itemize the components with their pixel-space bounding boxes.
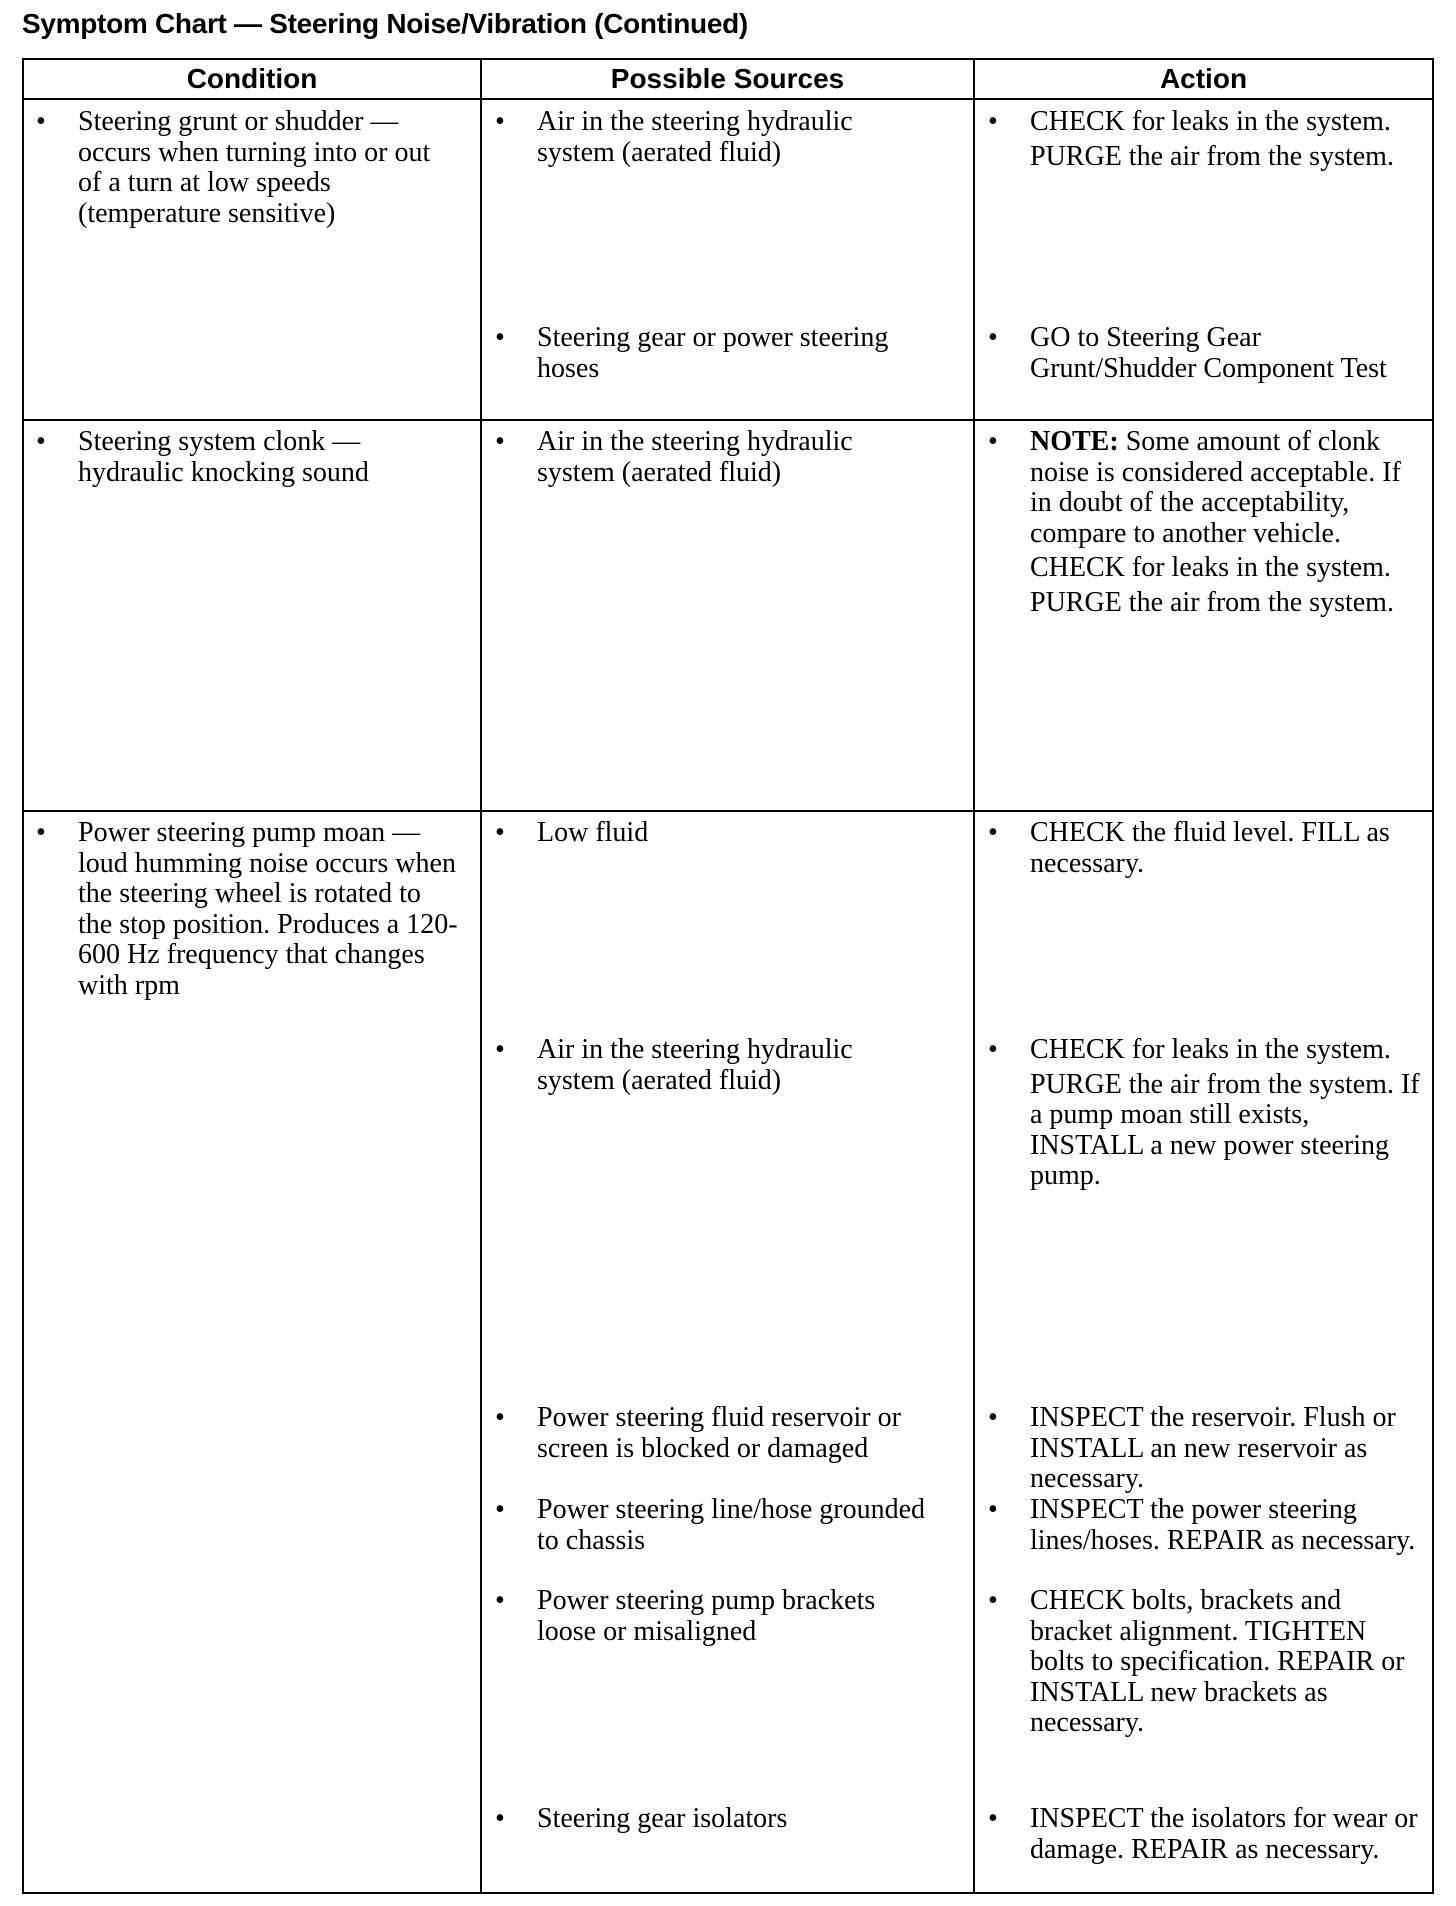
- action-text: CHECK bolts, brackets and bracket alignment. TIGHTEN bolts to specification. REPAIR or INSTALL new brackets as necessary.: [1030, 1585, 1405, 1738]
- action-cell: [988, 1034, 1425, 1192]
- action-cell: [988, 106, 1425, 172]
- note-label: NOTE:: [1030, 426, 1119, 457]
- source-text: Power steering pump brackets loose or misaligned: [537, 1585, 876, 1647]
- bullet: •: [495, 817, 505, 848]
- source-text: Air in the steering hydraulic system (aerated fluid): [537, 426, 853, 488]
- source-text: Power steering line/hose grounded to chassis: [537, 1494, 926, 1556]
- bullet: •: [495, 1585, 505, 1616]
- bullet: •: [495, 106, 505, 137]
- column-divider: [973, 58, 975, 1894]
- source-cell: [495, 817, 937, 849]
- source-cell: [495, 322, 937, 384]
- action-text: CHECK for leaks in the system.: [1030, 1034, 1391, 1065]
- source-cell: [495, 426, 937, 488]
- bullet: •: [988, 106, 998, 137]
- bullet: •: [495, 1034, 505, 1065]
- action-text: PURGE the air from the system.: [1030, 140, 1394, 172]
- condition-text: Steering system clonk — hydraulic knocking sound: [78, 426, 369, 488]
- note-text: Some amount of clonk noise is considered acceptable. If in doubt of the acceptability, compare to another vehicle.: [1030, 426, 1401, 549]
- bullet: •: [36, 106, 46, 137]
- header-divider: [22, 98, 1434, 100]
- bullet: •: [988, 1034, 998, 1065]
- source-text: Steering gear isolators: [537, 1803, 788, 1834]
- row-divider: [22, 810, 1434, 812]
- source-cell: [495, 1585, 937, 1647]
- bullet: •: [495, 426, 505, 457]
- action-text: CHECK for leaks in the system.: [1030, 552, 1391, 583]
- bullet: •: [495, 1803, 505, 1834]
- row-divider: [22, 419, 1434, 421]
- action-text: PURGE the air from the system.: [1030, 586, 1394, 618]
- bullet: •: [988, 1494, 998, 1525]
- bullet: •: [495, 1494, 505, 1525]
- header-action: Action: [1159, 63, 1248, 94]
- source-text: Steering gear or power steering hoses: [537, 322, 889, 384]
- source-text: Low fluid: [537, 817, 649, 848]
- action-text: INSPECT the power steering lines/hoses. REPAIR as necessary.: [1030, 1494, 1416, 1556]
- action-cell: [988, 1585, 1425, 1739]
- action-cell: [988, 322, 1425, 384]
- action-cell: [988, 1494, 1425, 1556]
- bullet: •: [988, 817, 998, 848]
- action-text: CHECK the fluid level. FILL as necessary.: [1030, 817, 1390, 879]
- action-text: INSPECT the isolators for wear or damage. REPAIR as necessary.: [1030, 1803, 1418, 1865]
- bullet: •: [988, 1585, 998, 1616]
- source-cell: [495, 1803, 937, 1835]
- action-cell: [988, 1803, 1425, 1865]
- source-text: Air in the steering hydraulic system (aerated fluid): [537, 1034, 853, 1096]
- bullet: •: [988, 1803, 998, 1834]
- action-cell: [988, 426, 1425, 618]
- source-cell: [495, 106, 937, 168]
- note-paragraph: [1030, 427, 1425, 549]
- column-divider: [480, 58, 482, 1894]
- page-title: Symptom Chart — Steering Noise/Vibration (Continued): [22, 8, 748, 39]
- source-cell: [495, 1494, 937, 1556]
- action-cell: [988, 817, 1425, 879]
- bullet: •: [988, 426, 998, 457]
- header-possible-sources: Possible Sources: [610, 63, 845, 94]
- source-cell: [495, 1034, 937, 1096]
- bullet: •: [988, 1402, 998, 1433]
- condition-cell: [36, 426, 458, 488]
- bullet: •: [988, 322, 998, 353]
- condition-cell: [36, 817, 458, 1001]
- header-condition: Condition: [186, 63, 318, 94]
- bullet: •: [36, 426, 46, 457]
- bullet: •: [495, 322, 505, 353]
- source-text: Air in the steering hydraulic system (aerated fluid): [537, 106, 853, 168]
- condition-cell: [36, 106, 458, 229]
- condition-text: Power steering pump moan — loud humming noise occurs when the steering wheel is rotated to the stop position. Produces a 120-600 Hz frequency that changes with rpm: [78, 817, 458, 1001]
- source-cell: [495, 1402, 937, 1464]
- condition-text: Steering grunt or shudder — occurs when turning into or out of a turn at low speeds (temperature sensitive): [78, 106, 431, 229]
- action-text: GO to Steering Gear Grunt/Shudder Component Test: [1030, 322, 1387, 384]
- action-cell: [988, 1402, 1425, 1495]
- bullet: •: [36, 817, 46, 848]
- source-text: Power steering fluid reservoir or screen is blocked or damaged: [537, 1402, 901, 1464]
- bullet: •: [495, 1402, 505, 1433]
- action-text: INSPECT the reservoir. Flush or INSTALL an new reservoir as necessary.: [1030, 1402, 1396, 1494]
- action-text: CHECK for leaks in the system.: [1030, 106, 1391, 137]
- action-text: PURGE the air from the system. If a pump moan still exists, INSTALL a new power steering pump.: [1030, 1068, 1420, 1191]
